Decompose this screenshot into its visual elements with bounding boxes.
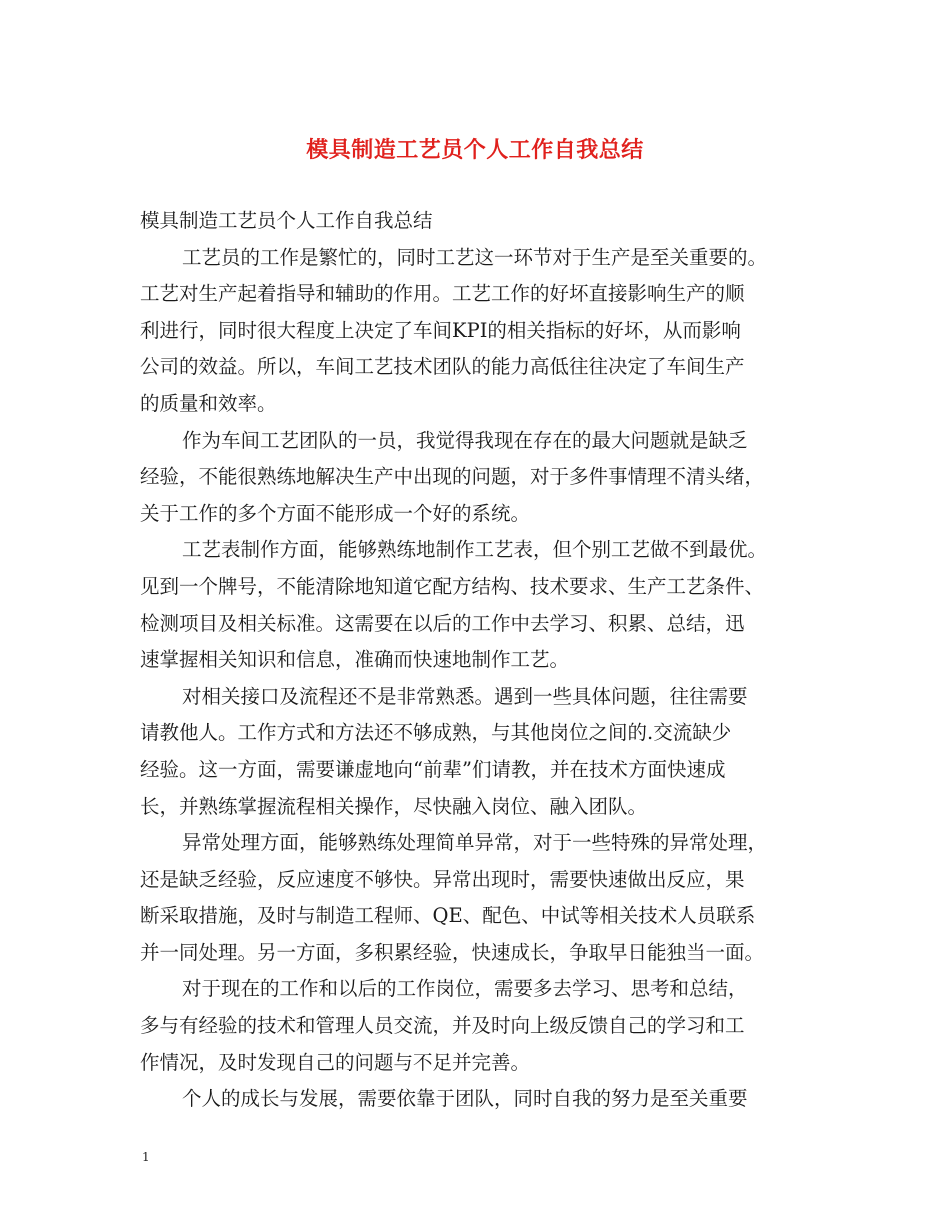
- paragraph-line: 个人的成长与发展，需要依靠于团队，同时自我的努力是至关重要: [182, 1087, 748, 1111]
- paragraph-line: 工艺对生产起着指导和辅助的作用。工艺工作的好坏直接影响生产的顺: [140, 282, 745, 306]
- paragraph-line: 异常处理方面，能够熟练处理简单异常，对于一些特殊的异常处理，: [182, 831, 768, 855]
- paragraph-line: 检测项目及相关标准。这需要在以后的工作中去学习、积累、总结，迅: [140, 611, 745, 635]
- paragraph-line: 作情况，及时发现自己的问题与不足并完善。: [140, 1050, 531, 1074]
- paragraph-line: 经验，不能很熟练地解决生产中出现的问题，对于多件事情理不清头绪，: [140, 465, 765, 489]
- paragraph-line: 并一同处理。另一方面，多积累经验，快速成长，争取早日能独当一面。: [140, 940, 765, 964]
- paragraph-line: 的质量和效率。: [140, 391, 277, 415]
- paragraph-line: 请教他人。工作方式和方法还不够成熟，与其他岗位之间的.交流缺少: [140, 721, 732, 745]
- paragraph-line: 利进行，同时很大程度上决定了车间KPI的相关指标的好坏，从而影响: [140, 318, 741, 342]
- paragraph-line: 经验。这一方面，需要谦虚地向“前辈”们请教，并在技术方面快速成: [140, 757, 726, 781]
- paragraph-line: 作为车间工艺团队的一员，我觉得我现在存在的最大问题就是缺乏: [182, 428, 748, 452]
- page-number: 1: [142, 1150, 150, 1164]
- paragraph-line: 速掌握相关知识和信息，准确而快速地制作工艺。: [140, 648, 570, 672]
- paragraph-line: 对于现在的工作和以后的工作岗位，需要多去学习、思考和总结，: [182, 977, 748, 1001]
- document-title: 模具制造工艺员个人工作自我总结: [306, 137, 644, 163]
- paragraph-line: 工艺员的工作是繁忙的，同时工艺这一环节对于生产是至关重要的。: [182, 245, 768, 269]
- paragraph-line: 见到一个牌号，不能清除地知道它配方结构、技术要求、生产工艺条件、: [140, 574, 765, 598]
- paragraph-line: 长，并熟练掌握流程相关操作，尽快融入岗位、融入团队。: [140, 794, 648, 818]
- paragraph-line: 断采取措施，及时与制造工程师、QE、配色、中试等相关技术人员联系: [140, 904, 756, 928]
- paragraph-line: 关于工作的多个方面不能形成一个好的系统。: [140, 501, 531, 525]
- paragraph-line: 公司的效益。所以，车间工艺技术团队的能力高低往往决定了车间生产: [140, 355, 745, 379]
- paragraph-line: 工艺表制作方面，能够熟练地制作工艺表，但个别工艺做不到最优。: [182, 538, 768, 562]
- document-body: [140, 203, 824, 1118]
- paragraph-line: 多与有经验的技术和管理人员交流，并及时向上级反馈自己的学习和工: [140, 1014, 745, 1038]
- subtitle-line: 模具制造工艺员个人工作自我总结: [140, 209, 433, 232]
- paragraph-line: 对相关接口及流程还不是非常熟悉。遇到一些具体问题，往往需要: [182, 684, 748, 708]
- paragraph-line: 还是缺乏经验，反应速度不够快。异常出现时，需要快速做出反应，果: [140, 867, 745, 891]
